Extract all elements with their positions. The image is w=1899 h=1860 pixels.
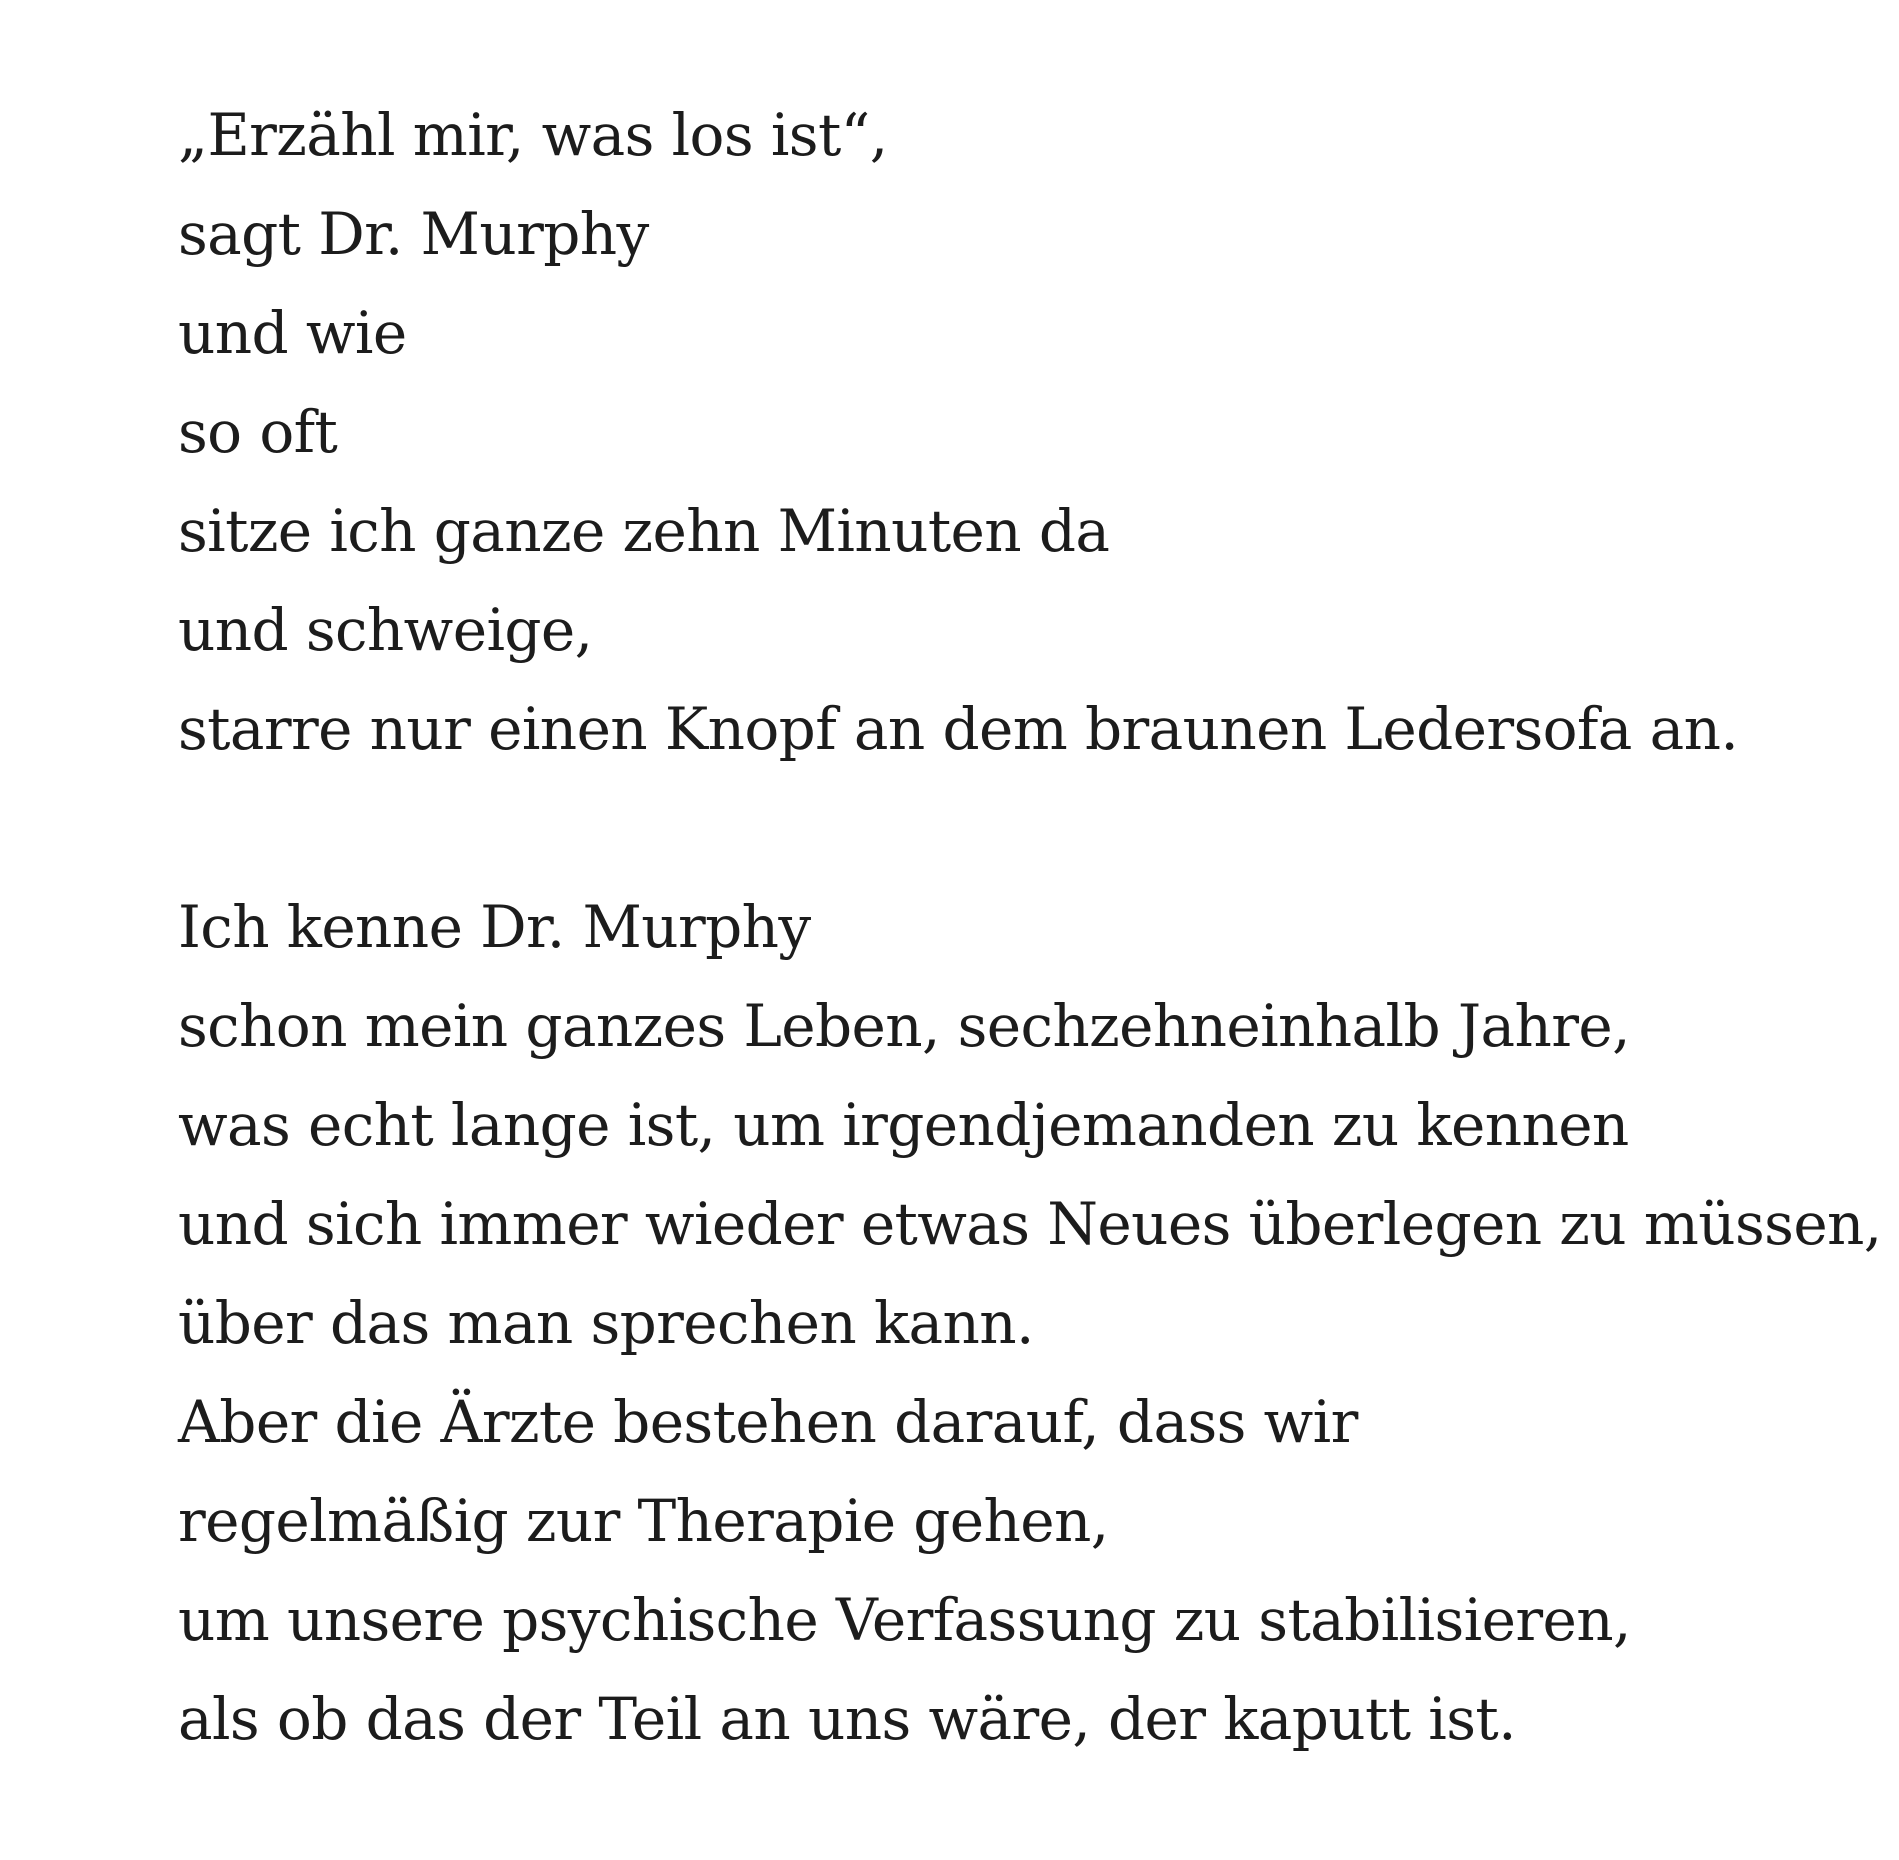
poem-line: über das man sprechen kann. [178,1289,1034,1357]
poem-line: „Erzähl mir, was los ist“, [178,101,888,169]
poem-line: sagt Dr. Murphy [178,200,649,268]
poem-line: was echt lange ist, um irgendjemanden zu kennen [178,1091,1629,1159]
poem-line: als ob das der Teil an uns wäre, der kaputt ist. [178,1685,1516,1753]
stanza-2 [178,878,1882,1769]
poem-line: und schweige, [178,596,593,664]
poem-line: sitze ich ganze zehn Minuten da [178,497,1110,565]
poem-line: schon mein ganzes Leben, sechzehneinhalb Jahre, [178,992,1630,1060]
poem-line: so oft [178,398,338,466]
poem-line: Ich kenne Dr. Murphy [178,893,811,961]
poem-line: Aber die Ärzte bestehen darauf, dass wir [178,1388,1358,1456]
poem-line: starre nur einen Knopf an dem braunen Ledersofa an. [178,695,1739,763]
poem-text [178,86,1882,1769]
poem-line: und wie [178,299,407,367]
poem-line: und sich immer wieder etwas Neues überlegen zu müssen, [178,1190,1882,1258]
stanza-1 [178,86,1878,779]
poem-line: um unsere psychische Verfassung zu stabilisieren, [178,1586,1631,1654]
poem-line: regelmäßig zur Therapie gehen, [178,1487,1109,1555]
